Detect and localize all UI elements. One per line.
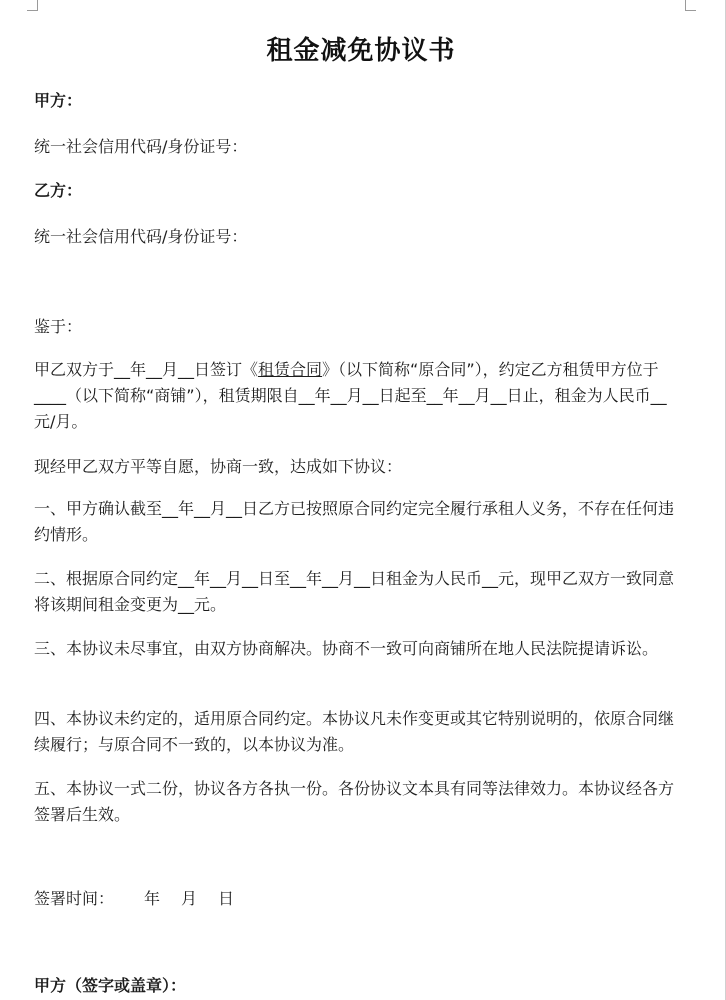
signing-month: 月 [181, 889, 198, 908]
recital-paragraph [34, 357, 682, 435]
document-title: 租金减免协议书 [266, 36, 456, 66]
party-b-id-label: 统一社会信用代码/身份证号： [34, 227, 248, 246]
page-corner-mark-left [27, 0, 38, 11]
agreement-intro: 现经甲乙双方平等自愿，协商一致，达成如下协议： [34, 457, 403, 476]
contract-name: 租赁合同 [258, 360, 323, 379]
signing-time-label: 签署时间： [34, 889, 115, 908]
party-a-id-label: 统一社会信用代码/身份证号： [34, 137, 248, 156]
clause-4: 四、本协议未约定的，适用原合同约定。本协议凡未作变更或其它特别说明的，依原合同继续履行；与原合同不一致的，以本协议为准。 [34, 709, 675, 754]
clause-1: 一、甲方确认截至__年__月__日乙方已按照原合同约定完全履行承租人义务，不存在任何违约情形。 [34, 499, 675, 544]
recital-part-1: 甲乙双方于__年__月__日签订《 [34, 360, 259, 379]
clause-2: 二、根据原合同约定__年__月__日至__年__月__日租金为人民币__元，现甲乙双方一致同意将该期间租金变更为__元。 [34, 569, 675, 614]
signing-time-row [34, 886, 234, 912]
signing-year: 年 [144, 889, 161, 908]
party-b-label: 乙方： [34, 181, 83, 200]
party-a-label: 甲方： [34, 91, 83, 110]
recital-part-2: 》（以下简称“原合同”），约定乙方租赁甲方位于____（以下简称“商铺”），租赁期限自__年__月__日起至__年__月__日止，租金为人民币__元/月。 [34, 360, 667, 431]
party-a-signature-label: 甲方（签字或盖章）： [34, 976, 187, 995]
page-corner-mark-right [685, 0, 696, 11]
clause-3: 三、本协议未尽事宜，由双方协商解决。协商不一致可向商铺所在地人民法院提请诉讼。 [34, 639, 659, 658]
signing-day: 日 [218, 889, 235, 908]
clause-5: 五、本协议一式二份，协议各方各执一份。各份协议文本具有同等法律效力。本协议经各方签署后生效。 [34, 779, 675, 824]
whereas-heading: 鉴于： [34, 317, 83, 336]
